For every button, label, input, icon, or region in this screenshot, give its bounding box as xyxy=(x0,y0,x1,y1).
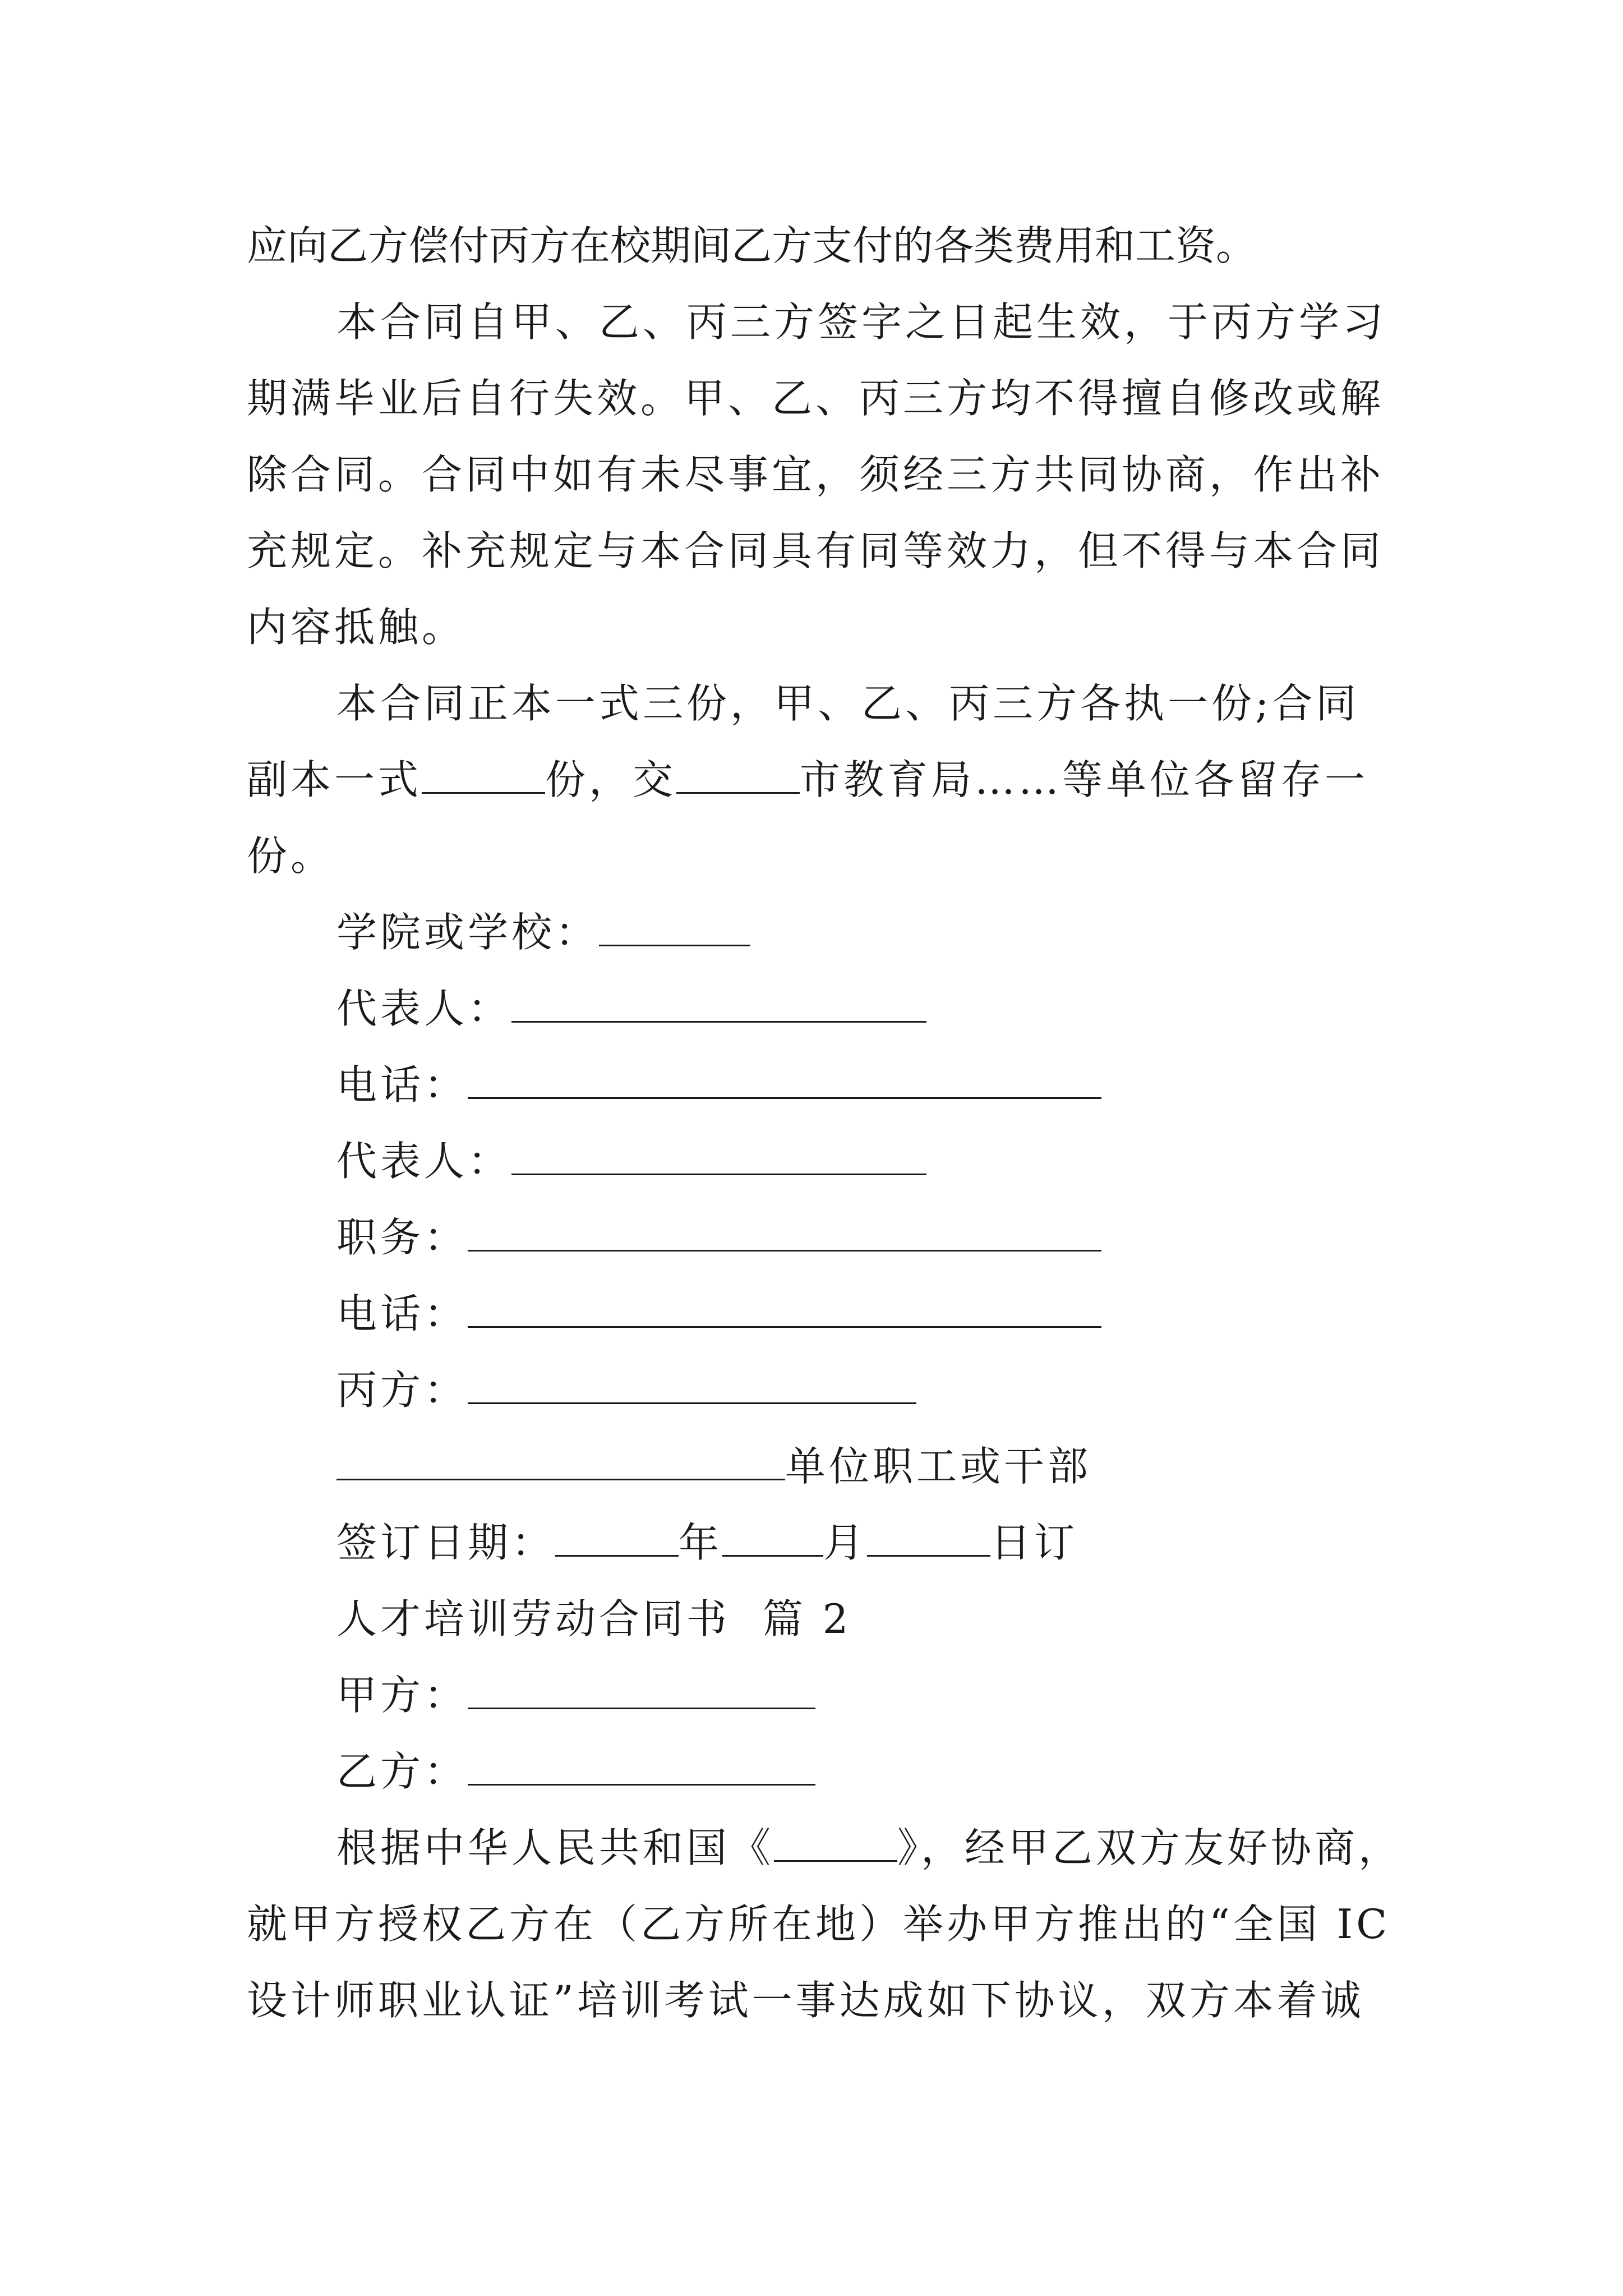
date-label: 签订日期： xyxy=(336,1519,556,1566)
unit-suffix: 单位职工或干部 xyxy=(785,1443,1092,1490)
paragraph-line xyxy=(247,1886,1391,1962)
representative-blank[interactable] xyxy=(511,1134,926,1175)
party-b-blank[interactable] xyxy=(468,1745,815,1786)
position-label: 职务： xyxy=(336,1214,468,1261)
text: 》，经甲乙双方友好协商， xyxy=(897,1824,1403,1871)
representative-line xyxy=(247,970,1380,1047)
paragraph-line xyxy=(247,1962,1380,2039)
law-name-blank[interactable] xyxy=(774,1821,897,1862)
paragraph-line xyxy=(247,208,1380,284)
date-line xyxy=(247,1504,1380,1581)
text: 内容抵触。 xyxy=(247,604,466,651)
representative-blank[interactable] xyxy=(511,982,926,1023)
paragraph-line xyxy=(247,665,1380,742)
text: 除合同。合同中如有未尽事宜，须经三方共同协商，作出补 xyxy=(247,451,1385,498)
party-a-line xyxy=(247,1657,1380,1733)
paragraph-line xyxy=(247,589,1380,665)
text: 充规定。补充规定与本合同具有同等效力，但不得与本合同 xyxy=(247,527,1385,574)
section-title-text: 人才培训劳动合同书 篇 2 xyxy=(336,1595,852,1642)
city-blank[interactable] xyxy=(676,753,800,794)
position-blank[interactable] xyxy=(468,1211,1101,1251)
representative-line xyxy=(247,1123,1380,1199)
section-title xyxy=(247,1581,1380,1657)
paragraph-line xyxy=(247,1810,1403,1886)
school-label: 学院或学校： xyxy=(336,909,600,956)
party-b-label: 乙方： xyxy=(336,1748,468,1795)
day-label: 日订 xyxy=(990,1519,1078,1566)
paragraph-line xyxy=(247,513,1385,589)
party-c-label: 丙方： xyxy=(336,1366,468,1414)
paragraph-line xyxy=(247,742,1380,818)
party-a-blank[interactable] xyxy=(468,1668,815,1709)
paragraph-line xyxy=(247,284,1387,360)
phone-line xyxy=(247,1276,1380,1352)
text: 就甲方授权乙方在（乙方所在地）举办甲方推出的“全国 IC xyxy=(247,1901,1391,1948)
year-label: 年 xyxy=(679,1519,723,1566)
month-label: 月 xyxy=(823,1519,868,1566)
phone-blank[interactable] xyxy=(468,1287,1101,1328)
representative-label: 代表人： xyxy=(336,985,512,1032)
text: 市教育局……等单位各留存一 xyxy=(800,756,1369,803)
phone-blank[interactable] xyxy=(468,1058,1101,1099)
position-line xyxy=(247,1199,1380,1276)
party-a-label: 甲方： xyxy=(336,1672,468,1719)
text: 副本一式 xyxy=(247,756,422,803)
unit-blank[interactable] xyxy=(336,1439,785,1480)
copies-blank[interactable] xyxy=(422,753,545,794)
representative-label: 代表人： xyxy=(336,1138,512,1185)
paragraph-line xyxy=(247,818,1380,894)
month-blank[interactable] xyxy=(722,1516,823,1557)
text: 本合同正本一式三份，甲、乙、丙三方各执一份;合同 xyxy=(336,680,1360,727)
year-blank[interactable] xyxy=(555,1516,679,1557)
text: 期满毕业后自行失效。甲、乙、丙三方均不得擅自修改或解 xyxy=(247,375,1385,422)
text: 设计师职业认证”培训考试一事达成如下协议，双方本着诚 xyxy=(247,1977,1364,2024)
text: 份。 xyxy=(247,832,335,880)
text: 根据中华人民共和国《 xyxy=(336,1824,774,1871)
paragraph-line xyxy=(247,436,1385,513)
paragraph-line xyxy=(247,360,1385,436)
document-page xyxy=(247,208,1403,2039)
phone-label: 电话： xyxy=(336,1061,468,1108)
text: 份，交 xyxy=(545,756,677,803)
school-blank[interactable] xyxy=(599,905,750,946)
text: 本合同自甲、乙、丙三方签字之日起生效，于丙方学习 xyxy=(336,298,1387,346)
party-c-line xyxy=(247,1352,1380,1428)
day-blank[interactable] xyxy=(867,1516,990,1557)
phone-line xyxy=(247,1047,1380,1123)
school-line xyxy=(247,894,1380,970)
unit-line xyxy=(247,1428,1380,1504)
party-c-blank[interactable] xyxy=(468,1363,916,1404)
party-b-line xyxy=(247,1733,1380,1810)
text: 应向乙方偿付丙方在校期间乙方支付的各类费用和工资。 xyxy=(247,222,1257,269)
phone-label: 电话： xyxy=(336,1290,468,1337)
